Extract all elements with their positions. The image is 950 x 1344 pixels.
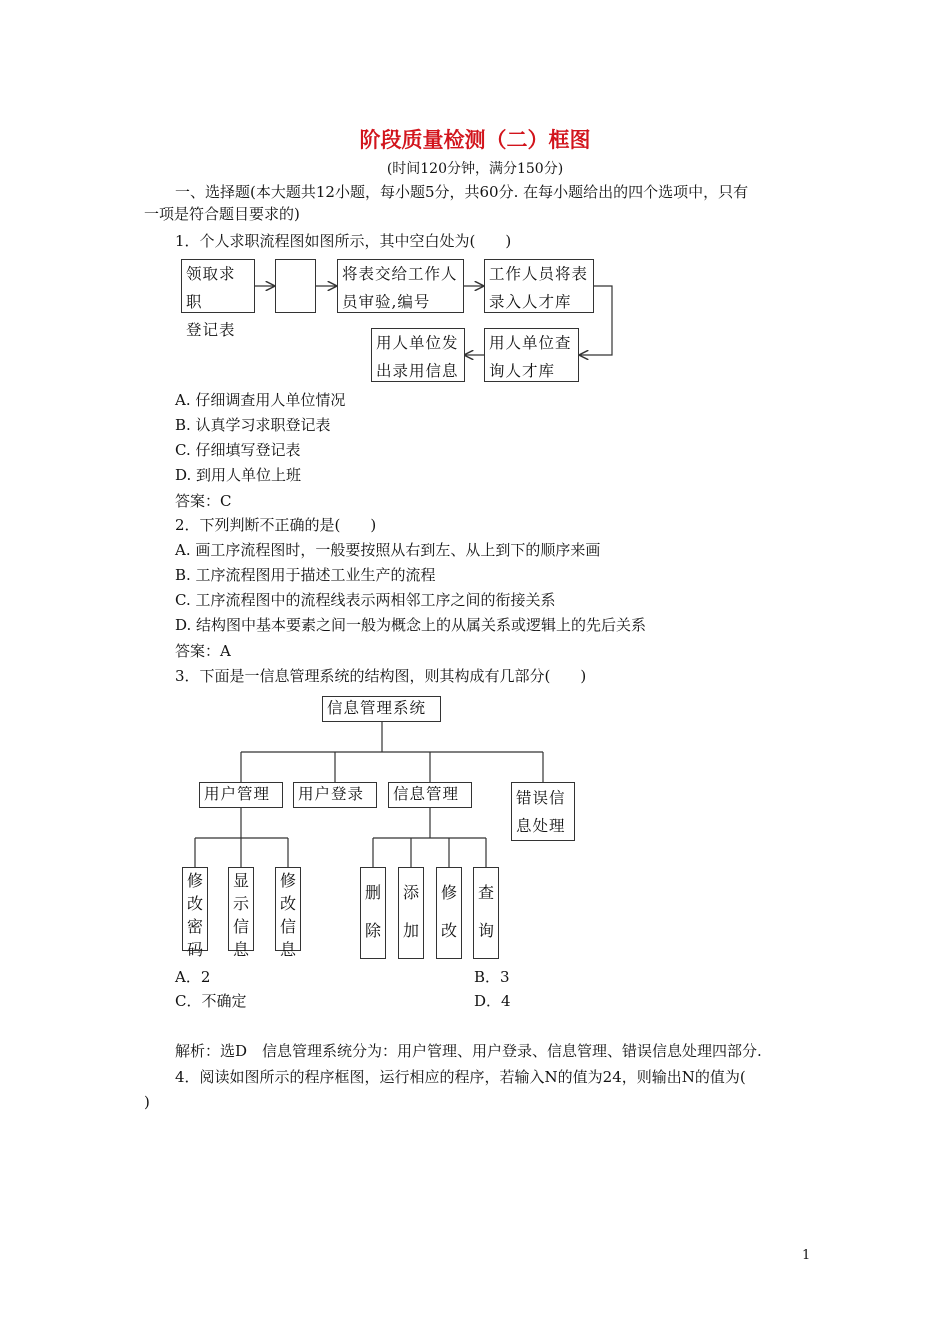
tree-leaf-char: 修 [186,871,203,890]
tree-leaf-char: 询 [477,921,494,940]
flow-box-employer-query [484,328,579,382]
q2-option-d: D. 结构图中基本要素之间一般为概念上的从属关系或逻辑上的先后关系 [175,616,647,634]
flow-box-text: 用人单位查 [489,334,572,352]
tree-node-info-mgmt: 信息管理 [388,782,472,808]
tree-root-box: 信息管理系统 [322,696,441,722]
flow-box-text: 工作人员将表 [489,265,589,283]
q1-option-d: D. 到用人单位上班 [175,466,302,484]
tree-node-user-login: 用户登录 [293,782,377,808]
q1-option-c: C. 仔细填写登记表 [175,441,301,459]
flow-box-text: 出录用信息 [376,362,459,380]
question-3-stem: 3．下面是一信息管理系统的结构图，则其构成有几部分( ) [175,667,587,685]
tree-leaf-char: 修 [279,871,296,890]
flow-box-employer-offer [371,328,465,382]
tree-leaf-char: 信 [279,917,296,936]
tree-leaf-char: 密 [186,917,203,936]
tree-leaf-modify [436,867,462,959]
flow-box-get-form [181,259,255,339]
tree-leaf-char: 添 [402,883,419,902]
tree-leaf-change-password [182,867,208,959]
tree-leaf-char: 改 [186,894,203,913]
tree-node-user-mgmt: 用户管理 [199,782,283,808]
question-4-stem-cont: ) [144,1093,150,1111]
question-4-stem: 4．阅读如图所示的程序框图，运行相应的程序，若输入N的值为24，则输出N的值为( [175,1068,746,1086]
page-number: 1 [802,1248,811,1263]
q2-option-b: B. 工序流程图用于描述工业生产的流程 [175,566,436,584]
q2-option-a: A. 画工序流程图时，一般要按照从右到左、从上到下的顺序来画 [175,541,601,559]
tree-leaf-change-info [275,867,301,959]
tree-leaf-char: 修 [440,883,457,902]
q1-option-b: B. 认真学习求职登记表 [175,416,331,434]
tree-leaf-delete [360,867,386,959]
tree-leaf-char: 查 [477,883,494,902]
flow-box-text: 员审验,编号 [342,293,431,311]
q1-answer: 答案：C [175,492,232,510]
flow-box-text: 用人单位发 [376,334,459,352]
flow-box-enter-database [484,259,594,313]
tree-leaf-char: 码 [186,940,203,959]
section-intro: 一、选择题(本大题共12小题，每小题5分，共60分. 在每小题给出的四个选项中，只有 [175,183,749,201]
tree-node-error-handling [511,782,575,841]
q3-option-c: C．不确定 [175,992,247,1010]
q2-option-c: C. 工序流程图中的流程线表示两相邻工序之间的衔接关系 [175,591,556,609]
flow-box-text: 录入人才库 [489,293,572,311]
page-subtitle: (时间120分钟，满分150分) [386,161,564,177]
tree-node-text: 息处理 [516,817,566,835]
flow-box-text: 询人才库 [489,362,556,380]
section-intro-cont: 一项是符合题目要求的) [144,205,300,223]
tree-leaf-char: 息 [279,940,296,959]
page-title: 阶段质量检测（二）框图 [359,127,591,152]
q1-option-a: A. 仔细调查用人单位情况 [175,391,346,409]
tree-node-text: 错误信 [516,789,566,807]
tree-leaf-add [398,867,424,959]
q3-analysis: 解析：选D 信息管理系统分为：用户管理、用户登录、信息管理、错误信息处理四部分. [175,1042,762,1060]
q3-option-b: B．3 [474,968,510,986]
tree-leaf-char: 删 [364,883,381,902]
tree-leaf-char: 显 [232,871,249,890]
tree-leaf-char: 加 [402,921,419,940]
tree-leaf-char: 改 [440,921,457,940]
flow-box-submit-form [337,259,464,313]
tree-leaf-char: 示 [232,894,249,913]
flow-box-blank [275,259,316,313]
flow-box-text: 将表交给工作人 [342,265,458,283]
tree-leaf-char: 改 [279,894,296,913]
question-1-stem: 1．个人求职流程图如图所示，其中空白处为( ) [175,232,512,250]
q3-option-d: D．4 [474,992,511,1010]
tree-leaf-char: 除 [364,921,381,940]
tree-leaf-query [473,867,499,959]
tree-leaf-char: 息 [232,940,249,959]
tree-leaf-char: 信 [232,917,249,936]
q3-option-a: A．2 [175,968,211,986]
flow-box-text: 领取求职 [186,265,236,311]
flow-box-text: 登记表 [186,321,236,339]
question-2-stem: 2．下列判断不正确的是( ) [175,516,377,534]
q2-answer: 答案：A [175,642,231,660]
tree-leaf-show-info [228,867,254,959]
